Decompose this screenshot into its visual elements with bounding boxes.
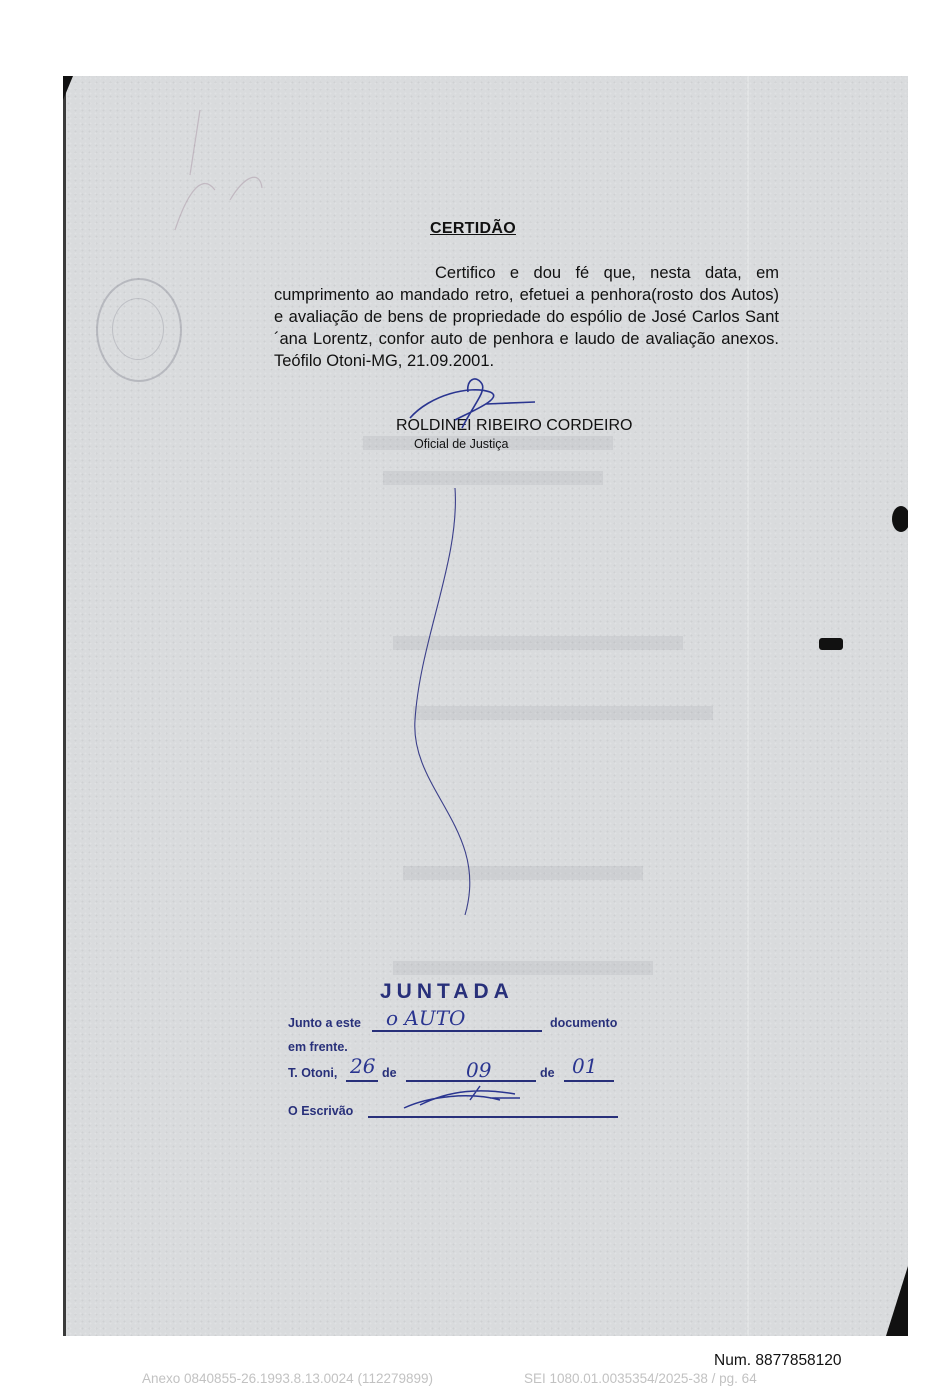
juntada-escrivao-label: O Escrivão bbox=[288, 1104, 354, 1118]
juntada-handwritten-document: o AUTO bbox=[386, 1006, 466, 1030]
juntada-date-prefix: T. Otoni, bbox=[288, 1066, 338, 1080]
juntada-date-month: 09 bbox=[466, 1058, 492, 1082]
footer-sei: SEI 1080.01.0035354/2025-38 / pg. 64 bbox=[524, 1371, 757, 1386]
juntada-date-de2: de bbox=[540, 1066, 555, 1080]
juntada-escrivao-rule bbox=[368, 1116, 618, 1118]
signer-name: ROLDINEI RIBEIRO CORDEIRO bbox=[396, 417, 633, 434]
juntada-stamp bbox=[288, 980, 628, 1120]
certidao-title: CERTIDÃO bbox=[430, 220, 516, 237]
officer-signature bbox=[410, 379, 535, 428]
footer-anexo: Anexo 0840855-26.1993.8.13.0024 (112279899) bbox=[142, 1371, 434, 1386]
juntada-day-rule bbox=[346, 1080, 378, 1082]
long-pen-stroke bbox=[415, 488, 470, 915]
juntada-line1-suffix: documento bbox=[550, 1016, 618, 1030]
juntada-date-year: 01 bbox=[572, 1054, 598, 1078]
juntada-line1-prefix: Junto a este bbox=[288, 1016, 361, 1030]
juntada-year-rule bbox=[564, 1080, 614, 1082]
signer-role: Oficial de Justiça bbox=[414, 437, 509, 451]
document-number: Num. 8877858120 bbox=[714, 1352, 842, 1369]
juntada-line1-rule bbox=[372, 1030, 542, 1032]
juntada-date-day: 26 bbox=[350, 1054, 376, 1078]
juntada-line2: em frente. bbox=[288, 1040, 348, 1054]
juntada-title: JUNTADA bbox=[380, 980, 514, 1003]
juntada-date-de1: de bbox=[382, 1066, 397, 1080]
faded-margin-scribble bbox=[175, 110, 262, 230]
certidao-body: Certifico e dou fé que, nesta data, em cumprimento ao mandado retro, efetuei a penhora(rosto dos Autos) e avaliação de bens de propriedade do espólio de José Carlos Sant ´ana Lorentz, confor auto de penhora e laudo de avaliação anexos. Teófilo Otoni-MG, 21.09.2001. bbox=[274, 264, 779, 370]
